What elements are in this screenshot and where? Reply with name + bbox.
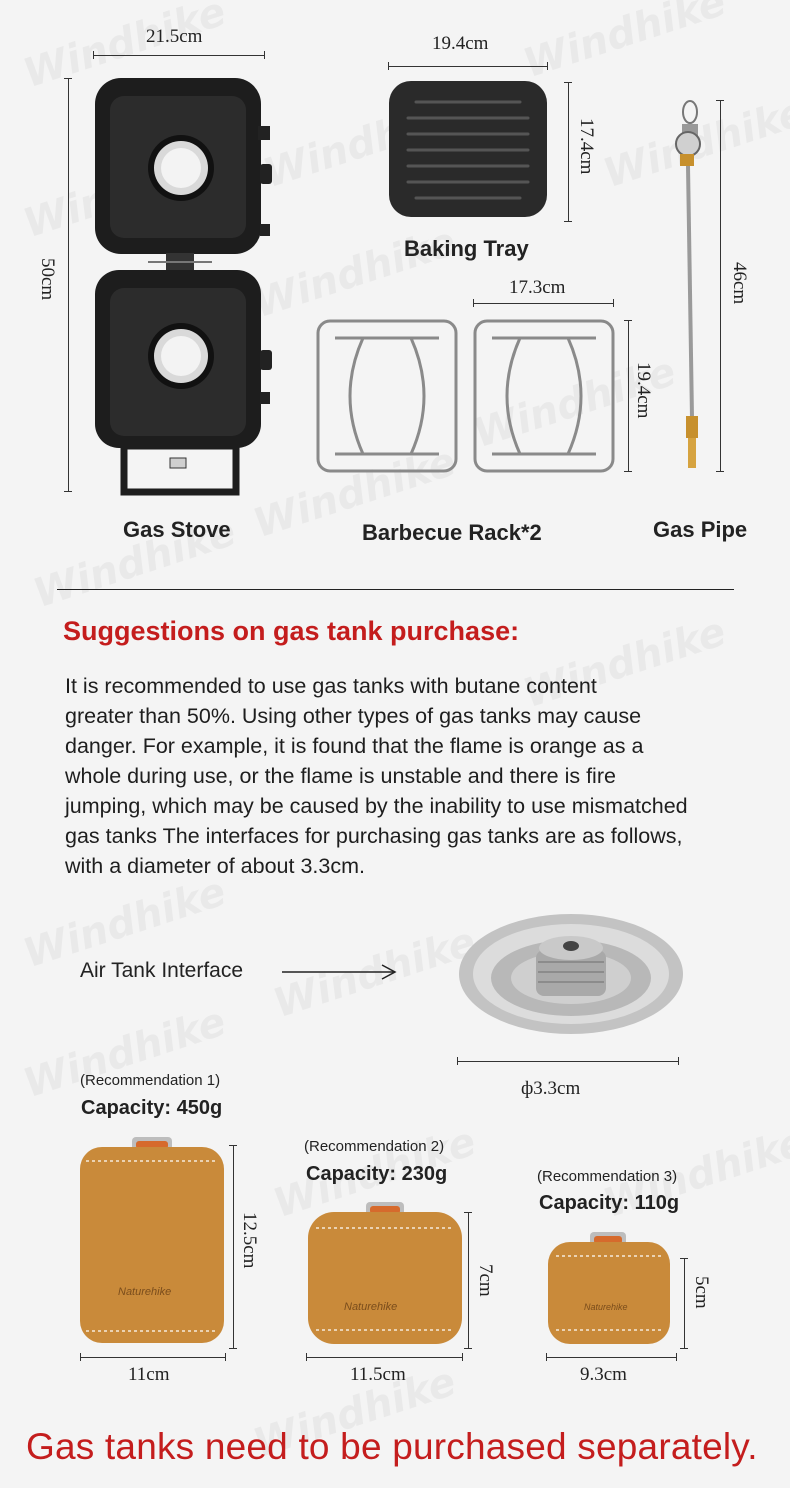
watermark (518, 0, 731, 87)
tank-2-height-label: 7cm (475, 1264, 496, 1297)
tank-2-recommendation: (Recommendation 2) (304, 1138, 445, 1155)
tank-1-width-label: 11cm (128, 1364, 170, 1385)
pipe-length-line (720, 100, 721, 472)
suggestions-paragraph: It is recommended to use gas tanks with butane content greater than 50%. Using other types of gas tanks may cause danger. For example, it is found that the flame is orange as a whole during use, or the flame is unstable and there is fire jumping, which may be caused by the inability to use mismatched gas tanks The interfaces for purchasing gas tanks are as follows, with a diameter of about 3.3cm. (65, 674, 688, 878)
rack-width-line (473, 303, 614, 304)
tank-1-width-line (80, 1357, 226, 1358)
tank-1-capacity: Capacity: 450g (81, 1097, 223, 1119)
tank-3-height-label: 5cm (691, 1276, 712, 1309)
rack-width-label: 17.3cm (509, 277, 566, 298)
dimension-tick (306, 1353, 307, 1361)
barbecue-rack-label: Barbecue Rack*2 (362, 520, 542, 545)
dimension-tick (473, 299, 474, 307)
dimension-tick (64, 78, 72, 79)
tank-valve-image (456, 912, 686, 1042)
dimension-tick (613, 299, 614, 307)
dimension-tick (680, 1258, 688, 1259)
dimension-tick (464, 1212, 472, 1213)
barbecue-rack-image (315, 318, 617, 476)
tank-1-brand: Naturehike (118, 1286, 172, 1298)
rack-height-line (628, 320, 629, 472)
watermark (18, 999, 231, 1107)
tank-3-image (544, 1230, 674, 1348)
dimension-tick (64, 491, 72, 492)
dimension-tick (93, 51, 94, 59)
gas-pipe-label: Gas Pipe (653, 517, 748, 542)
arrow-right-icon (282, 963, 398, 981)
dimension-tick (624, 471, 632, 472)
dimension-tick (388, 62, 389, 70)
dimension-tick (229, 1145, 237, 1146)
dimension-tick (564, 221, 572, 222)
interface-label: Air Tank Interface (80, 959, 244, 982)
tank-1-recommendation: (Recommendation 1) (80, 1072, 221, 1089)
dimension-tick (564, 82, 572, 83)
purchase-notice: Gas tanks need to be purchased separately. (26, 1426, 758, 1467)
tank-2-height-line (468, 1212, 469, 1349)
tank-3-height-line (684, 1258, 685, 1349)
section-divider (57, 589, 734, 590)
dimension-tick (546, 1353, 547, 1361)
interface-diameter-line (457, 1061, 679, 1062)
dimension-tick (547, 62, 548, 70)
tank-3-capacity: Capacity: 110g (539, 1192, 680, 1214)
stove-height-line (68, 78, 69, 492)
dimension-tick (624, 320, 632, 321)
dimension-tick (676, 1353, 677, 1361)
interface-diameter-label: ф3.3cm (521, 1078, 581, 1099)
stove-width-line (93, 55, 265, 56)
rack-height-label: 19.4cm (633, 362, 654, 419)
dimension-tick (229, 1348, 237, 1349)
dimension-tick (462, 1353, 463, 1361)
gas-stove-image (88, 68, 278, 500)
tray-height-label: 17.4cm (576, 118, 597, 175)
tray-width-line (388, 66, 548, 67)
dimension-tick (680, 1348, 688, 1349)
stove-height-label: 50cm (37, 258, 58, 301)
tank-1-height-label: 12.5cm (239, 1212, 260, 1269)
tank-2-brand: Naturehike (344, 1301, 398, 1313)
dimension-tick (225, 1353, 226, 1361)
dimension-tick (457, 1057, 458, 1065)
dimension-tick (464, 1348, 472, 1349)
tank-3-width-line (546, 1357, 677, 1358)
dimension-tick (716, 471, 724, 472)
tank-2-capacity: Capacity: 230g (306, 1163, 448, 1185)
tray-height-line (568, 82, 569, 222)
tank-1-height-line (233, 1145, 234, 1349)
tank-3-recommendation: (Recommendation 3) (537, 1168, 678, 1185)
dimension-tick (678, 1057, 679, 1065)
tray-width-label: 19.4cm (432, 33, 489, 54)
tank-3-width-label: 9.3cm (580, 1364, 627, 1385)
pipe-length-label: 46cm (729, 262, 750, 305)
dimension-tick (80, 1353, 81, 1361)
stove-width-label: 21.5cm (146, 26, 203, 47)
tank-1-image (76, 1135, 228, 1349)
gas-stove-label: Gas Stove (123, 517, 231, 542)
tank-2-image (304, 1200, 466, 1350)
gas-pipe-image (668, 98, 718, 478)
suggestions-heading: Suggestions on gas tank purchase: (63, 616, 520, 646)
tank-2-width-line (306, 1357, 463, 1358)
baking-tray-label: Baking Tray (404, 236, 529, 261)
tank-2-width-label: 11.5cm (350, 1364, 406, 1385)
dimension-tick (716, 100, 724, 101)
dimension-tick (264, 51, 265, 59)
baking-tray-image (388, 80, 550, 220)
tank-3-brand: Naturehike (584, 1302, 628, 1312)
